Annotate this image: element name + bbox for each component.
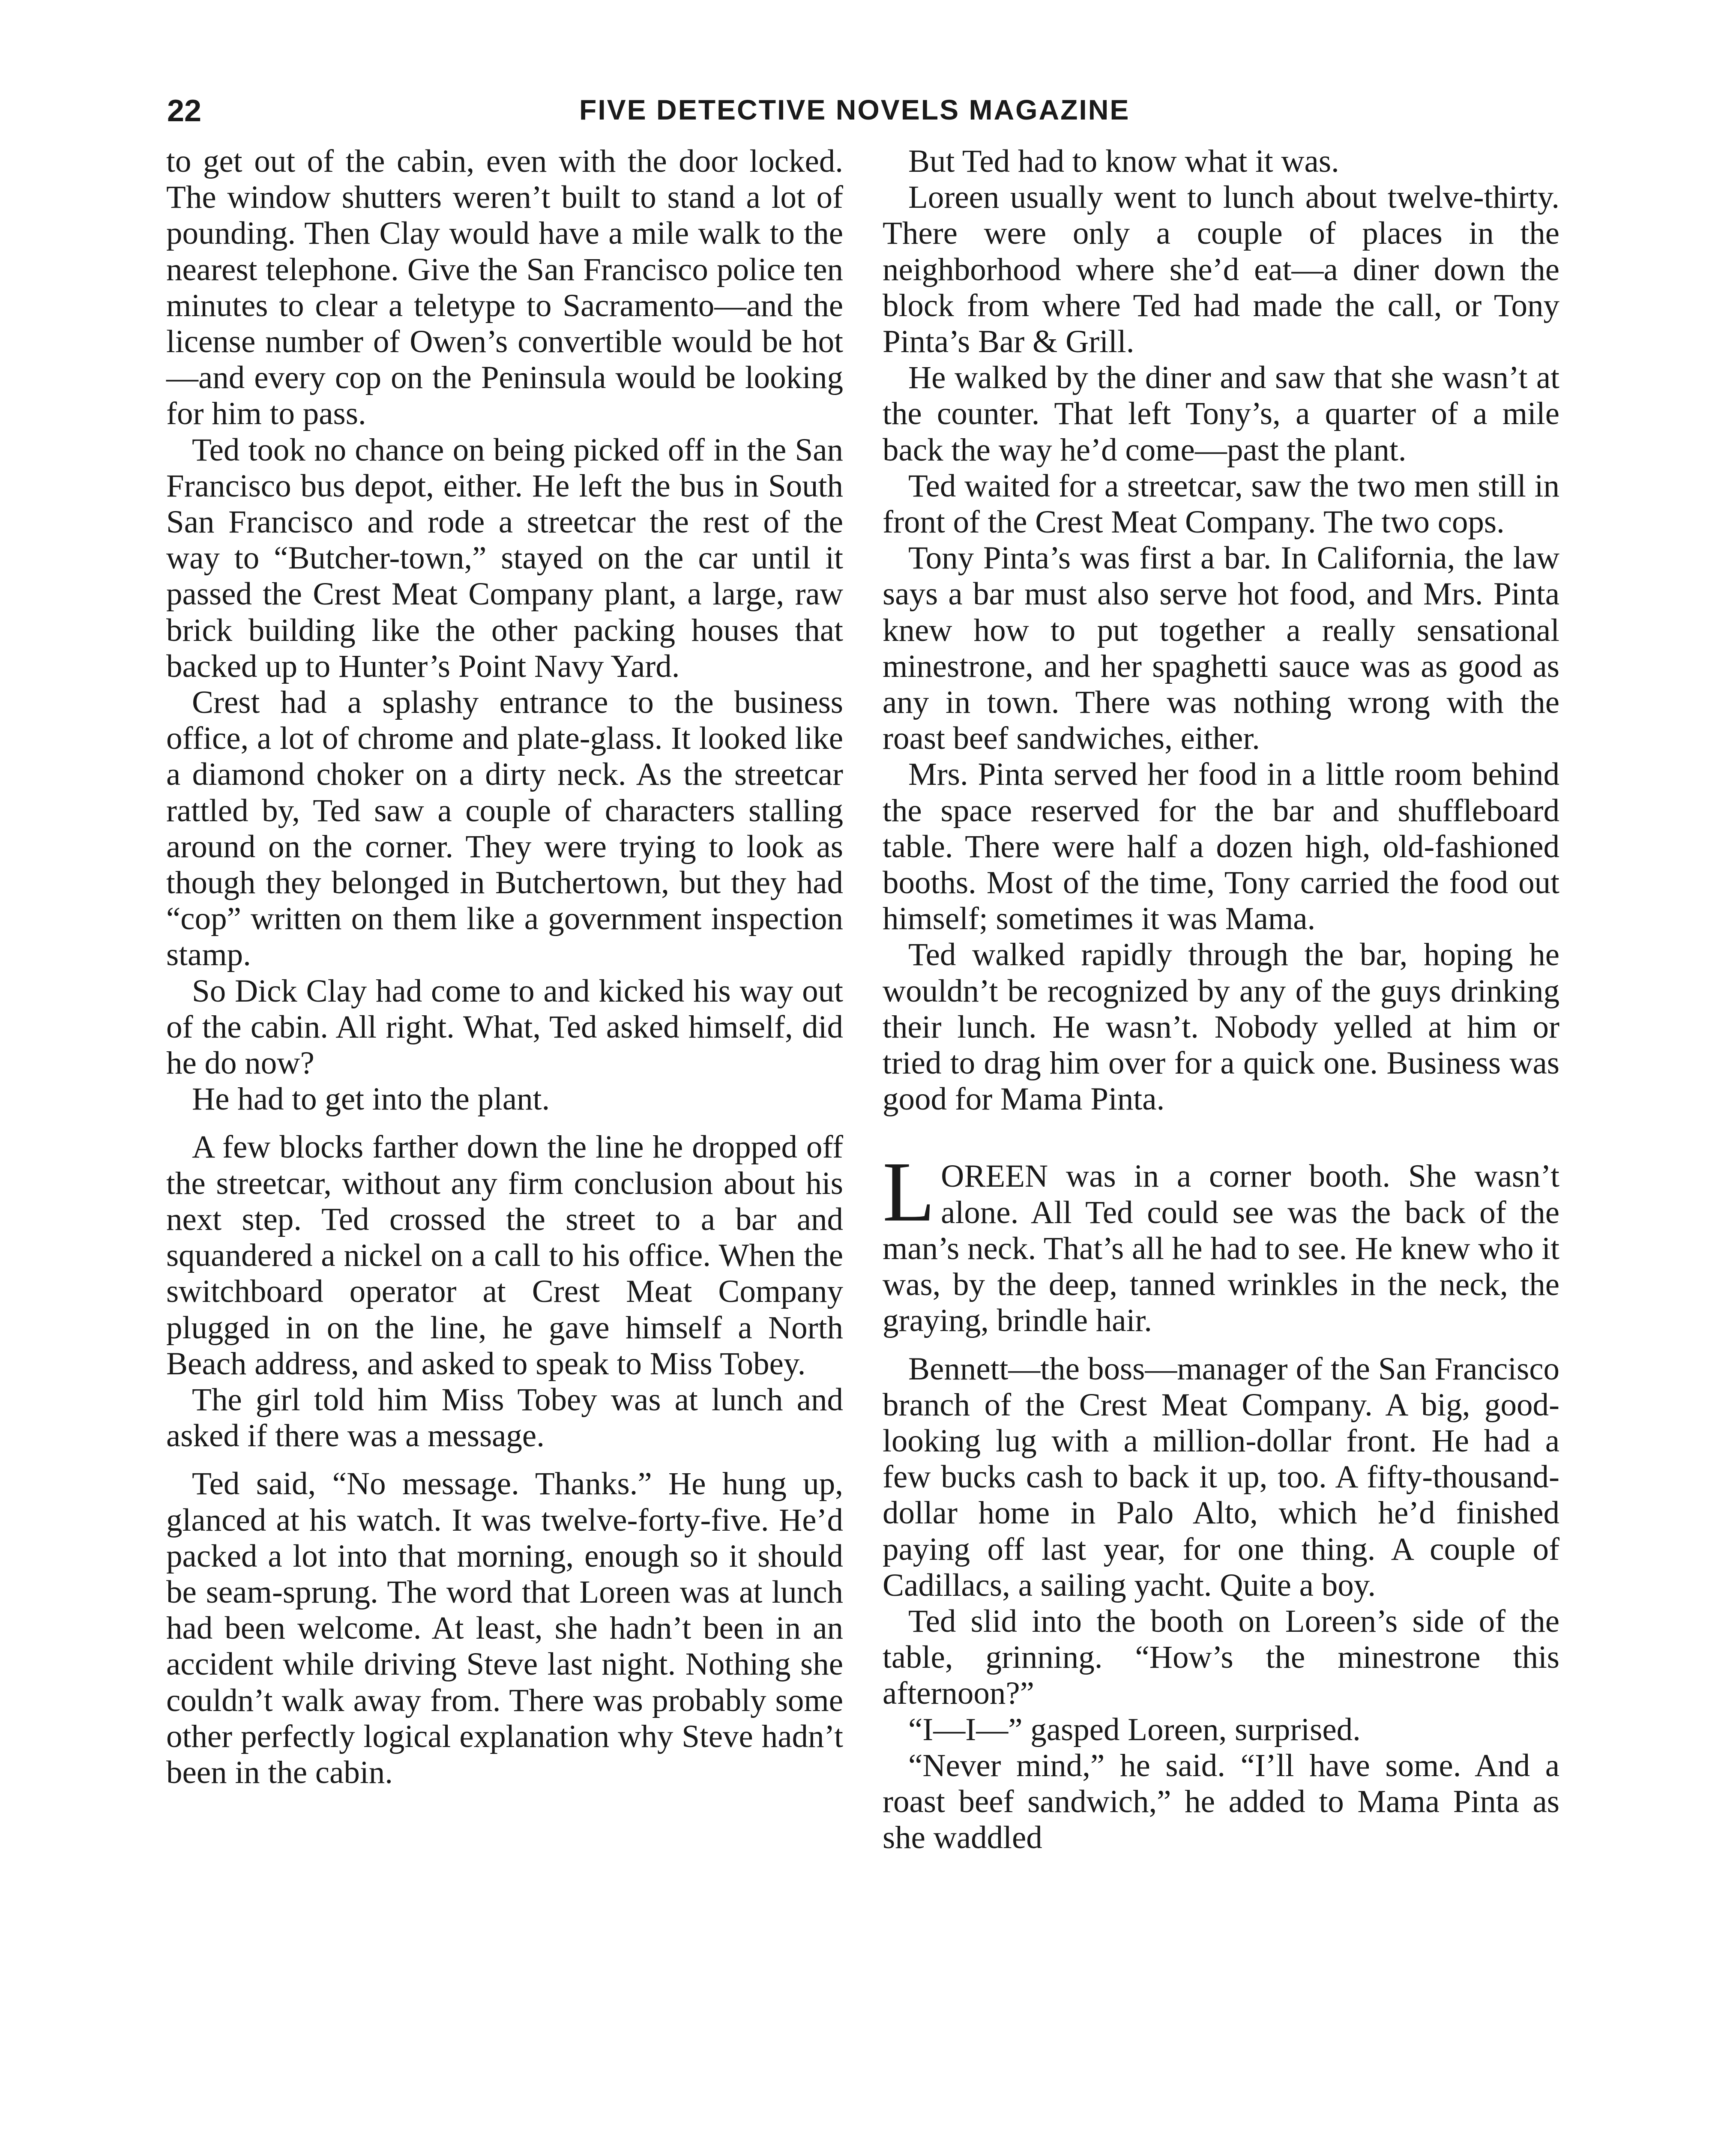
right-column — [883, 144, 1559, 1856]
paragraph: The girl told him Miss Tobey was at lunch and asked if there was a message. — [166, 1382, 843, 1454]
paragraph: “Never mind,” he said. “I’ll have some. And a roast beef sandwich,” he added to Mama Pinta as she waddled — [883, 1747, 1559, 1856]
paragraph: He walked by the diner and saw that she wasn’t at the counter. That left Tony’s, a quarter of a mile back the way he’d come—past the plant. — [883, 360, 1559, 468]
paragraph: Ted said, “No message. Thanks.” He hung up, glanced at his watch. It was twelve-forty-five. He’d packed a lot into that morning, enough so it should be seam-sprung. The word that Loreen was at lunch had been welcome. At least, she hadn’t been in an accident while driving Steve last night. Nothing she couldn’t walk away from. There was probably some other perfectly logical explanation why Steve hadn’t been in the cabin. — [166, 1466, 843, 1790]
paragraph: Ted took no chance on being picked off in the San Francisco bus depot, either. He left the bus in South San Francisco and rode a streetcar the rest of the way to “Butcher-town,” stayed on the car until it passed the Crest Meat Company plant, a large, raw brick building like the other packing houses that backed up to Hunter’s Point Navy Yard. — [166, 432, 843, 684]
paragraph: to get out of the cabin, even with the door locked. The window shutters weren’t built to stand a lot of pounding. Then Clay would have a mile walk to the nearest telephone. Give the San Francisco police ten minutes to clear a teletype to Sacramento—and the license number of Owen’s convertible would be hot—and every cop on the Peninsula would be looking for him to pass. — [166, 144, 843, 432]
paragraph: Loreen usually went to lunch about twelve-thirty. There were only a couple of places in the neighborhood where she’d eat—a diner down the block from where Ted had made the call, or Tony Pinta’s Bar & Grill. — [883, 179, 1559, 360]
paragraph: Crest had a splashy entrance to the business office, a lot of chrome and plate-glass. It looked like a diamond choker on a dirty neck. As the streetcar rattled by, Ted saw a couple of characters stalling around on the corner. They were trying to look as though they belonged in Butchertown, but they had “cop” written on them like a government inspection stamp. — [166, 685, 843, 973]
paragraph: A few blocks farther down the line he dropped off the streetcar, without any firm conclusion about his next step. Ted crossed the street to a bar and squandered a nickel on a call to his office. When the switchboard operator at Crest Meat Company plugged in on the line, he gave himself a North Beach address, and asked to speak to Miss Tobey. — [166, 1129, 843, 1382]
magazine-title: FIVE DETECTIVE NOVELS MAGAZINE — [579, 94, 1130, 126]
page-number: 22 — [167, 94, 202, 128]
paragraph: So Dick Clay had come to and kicked his way out of the cabin. All right. What, Ted asked himself, did he do now? — [166, 973, 843, 1081]
paragraph: Mrs. Pinta served her food in a little room behind the space reserved for the bar and shuffleboard table. There were half a dozen high, old-fashioned booths. Most of the time, Tony carried the food out himself; sometimes it was Mama. — [883, 757, 1559, 937]
paragraph: “I—I—” gasped Loreen, surprised. — [908, 1711, 1361, 1747]
paragraph: Ted waited for a streetcar, saw the two men still in front of the Crest Meat Company. The two cops. — [883, 468, 1559, 540]
drop-cap: L — [883, 1145, 935, 1240]
paragraph: But Ted had to know what it was. — [908, 144, 1339, 179]
paragraph: Ted walked rapidly through the bar, hoping he wouldn’t be recognized by any of the guys drinking their lunch. He wasn’t. Nobody yelled at him or tried to drag him over for a quick one. Business was good for Mama Pinta. — [883, 937, 1559, 1117]
paragraph: Ted slid into the booth on Loreen’s side of the table, grinning. “How’s the minestrone this afternoon?” — [883, 1603, 1559, 1711]
left-column — [166, 144, 843, 1791]
paragraph: He had to get into the plant. — [192, 1081, 550, 1117]
paragraph: Tony Pinta’s was first a bar. In California, the law says a bar must also serve hot food, and Mrs. Pinta knew how to put together a really sensational minestrone, and her spaghetti sauce was as good as any in town. There was nothing wrong with the roast beef sandwiches, either. — [883, 540, 1559, 757]
page-header — [167, 93, 1556, 136]
section-opening-paragraph — [883, 1145, 1559, 1339]
section-opening-text: OREEN was in a corner booth. She wasn’t alone. All Ted could see was the back of the man’s neck. That’s all he had to see. He knew who it was, by the deep, tanned wrinkles in the neck, the graying, brindle hair. — [883, 1158, 1559, 1339]
paragraph: Bennett—the boss—manager of the San Francisco branch of the Crest Meat Company. A big, good-looking lug with a million-dollar front. He had a few bucks cash to back it up, too. A fifty-thousand-dollar home in Palo Alto, which he’d finished paying off last year, for one thing. A couple of Cadillacs, a sailing yacht. Quite a boy. — [883, 1351, 1559, 1603]
